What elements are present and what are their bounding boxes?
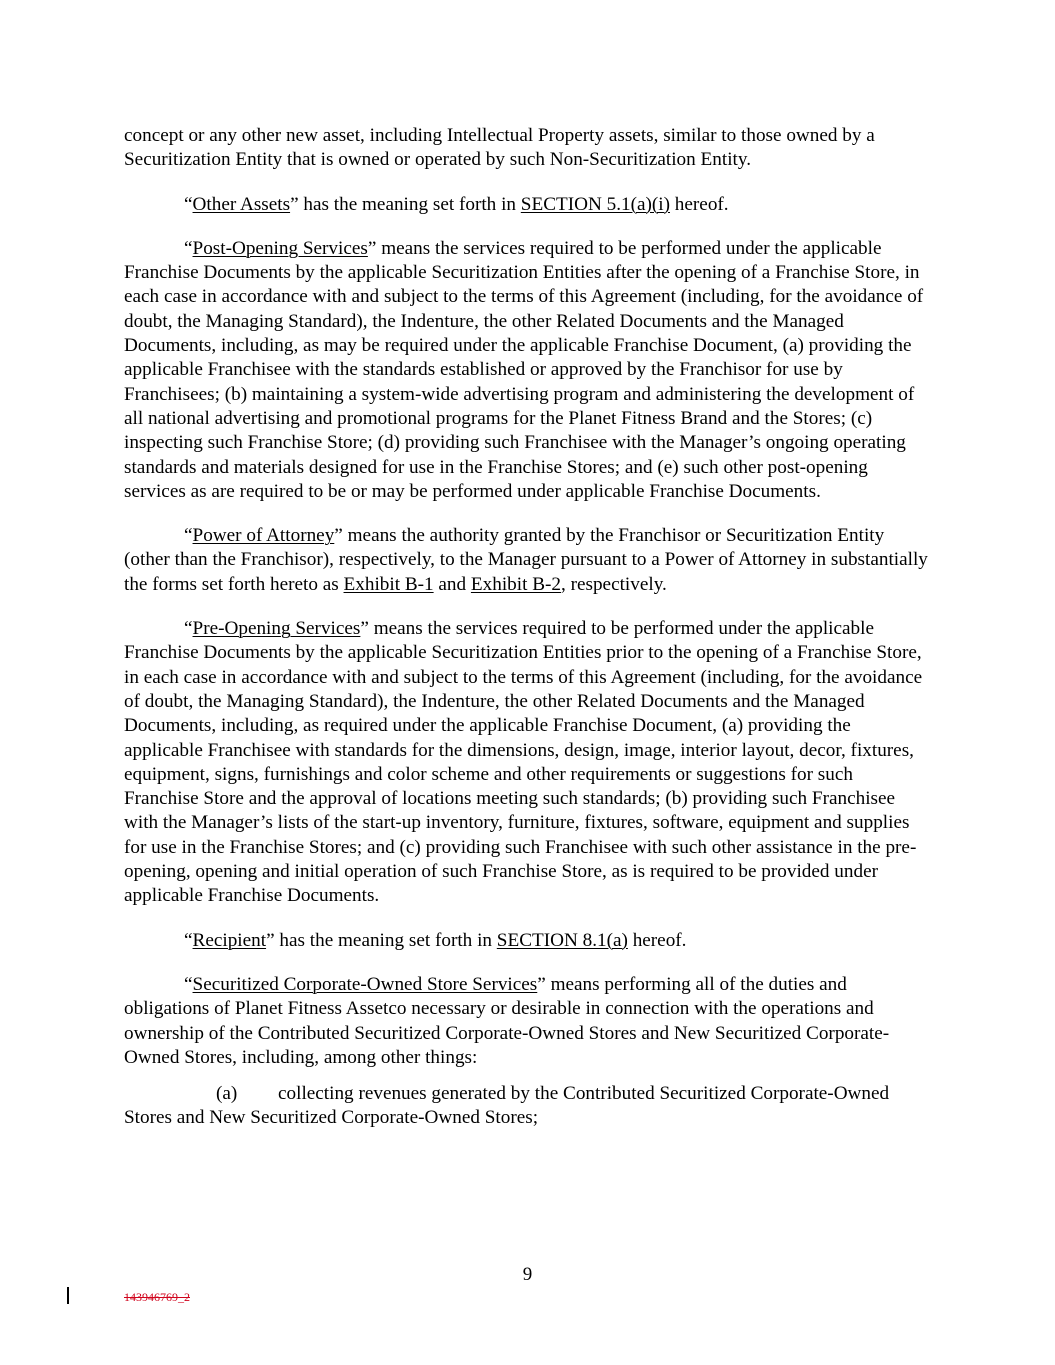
definition-other-assets: “Other Assets” has the meaning set forth in SECTION 5.1(a)(i) hereof. (184, 193, 729, 215)
exhibit-reference: Exhibit B-1 (343, 573, 434, 595)
section-reference: SECTION 8.1(a) (496, 929, 628, 951)
exhibit-reference: Exhibit B-2 (470, 573, 561, 595)
defined-term: Power of Attorney (192, 525, 335, 547)
definition-securitized-corporate-owned-store-services: “Securitized Corporate-Owned Store Services” means performing all of the duties and obligations of Planet Fitness Assetco necessary or desirable in connection with the operations and ownership of the Contributed Securitized Corporate-Owned Stores and New Securitized Corporate-Owned Stores, including, among other things: (124, 973, 890, 1068)
defined-term: Post-Opening Services (192, 237, 368, 259)
definition-recipient: “Recipient” has the meaning set forth in SECTION 8.1(a) hereof. (184, 929, 687, 951)
revision-change-bar (67, 1287, 69, 1304)
defined-term: Other Assets (192, 193, 291, 215)
document-id: 143946769_2 (124, 1290, 190, 1304)
defined-term: Pre-Opening Services (192, 618, 361, 640)
defined-term: Recipient (192, 929, 267, 951)
sub-item-label: (a) (216, 1083, 238, 1105)
definition-power-of-attorney: “Power of Attorney” means the authority granted by the Franchisor or Securitization Entity (other than the Franchisor), respectively, to the Manager pursuant to a Power of Attorney in substantially the forms set forth hereto as Exhibit B-1 and Exhibit B-2, respectively. (124, 525, 928, 595)
definition-post-opening-services: “Post-Opening Services” means the services required to be performed under the applicable Franchise Documents by the applicable Securitization Entities after the opening of a Franchise Store, in each case in accordance with and subject to the terms of this Agreement (including, for the avoidance of doubt, the Managing Standard), the Indenture, the other Related Documents and the Managed Documents, including, as may be required under the applicable Franchise Document, (a) providing the applicable Franchisee with the standards established or approved by the Franchisor for use by Franchisees; (b) maintaining a system-wide advertising program and administering the development of all national advertising and promotional programs for the Planet Fitness Brand and the Stores; (c) inspecting such Franchise Store; (d) providing such Franchisee with the Manager’s ongoing operating standards and materials designed for use in the Franchise Stores; and (e) such other post-opening services as are required to be or may be performed under applicable Franchise Documents. (124, 237, 924, 502)
defined-term: Securitized Corporate-Owned Store Services (192, 973, 538, 995)
definition-pre-opening-services: “Pre-Opening Services” means the services required to be performed under the applicable Franchise Documents by the applicable Securitization Entities prior to the opening of a Franchise Store, in each case in accordance with and subject to the terms of this Agreement (including, for the avoidance of doubt, the Managing Standard), the Indenture, the other Related Documents and the Managed Documents, including, as required under the applicable Franchise Document, (a) providing the applicable Franchisee with standards for the dimensions, design, image, interior layout, decor, fixtures, equipment, signs, furnishings and color scheme and other requirements or suggestions for such Franchise Store and the approval of locations meeting such standards; (b) providing such Franchisee with the Manager’s lists of the start-up inventory, furniture, fixtures, software, equipment and supplies for use in the Franchise Stores; and (c) providing such Franchisee with such other assistance in the pre-opening, opening and initial operation of such Franchise Store, as is required to be provided under applicable Franchise Documents. (124, 618, 923, 907)
section-reference: SECTION 5.1(a)(i) (520, 193, 670, 215)
document-body (124, 124, 930, 1131)
sub-item-a (124, 1082, 930, 1131)
continuation-paragraph: concept or any other new asset, including Intellectual Property assets, similar to those owned by a Securitization Entity that is owned or operated by such Non-Securitization Entity. (124, 125, 875, 171)
page-number: 9 (522, 1264, 533, 1285)
sub-item-text: collecting revenues generated by the Contributed Securitized Corporate-Owned Stores and New Securitized Corporate-Owned Stores; (124, 1083, 890, 1129)
